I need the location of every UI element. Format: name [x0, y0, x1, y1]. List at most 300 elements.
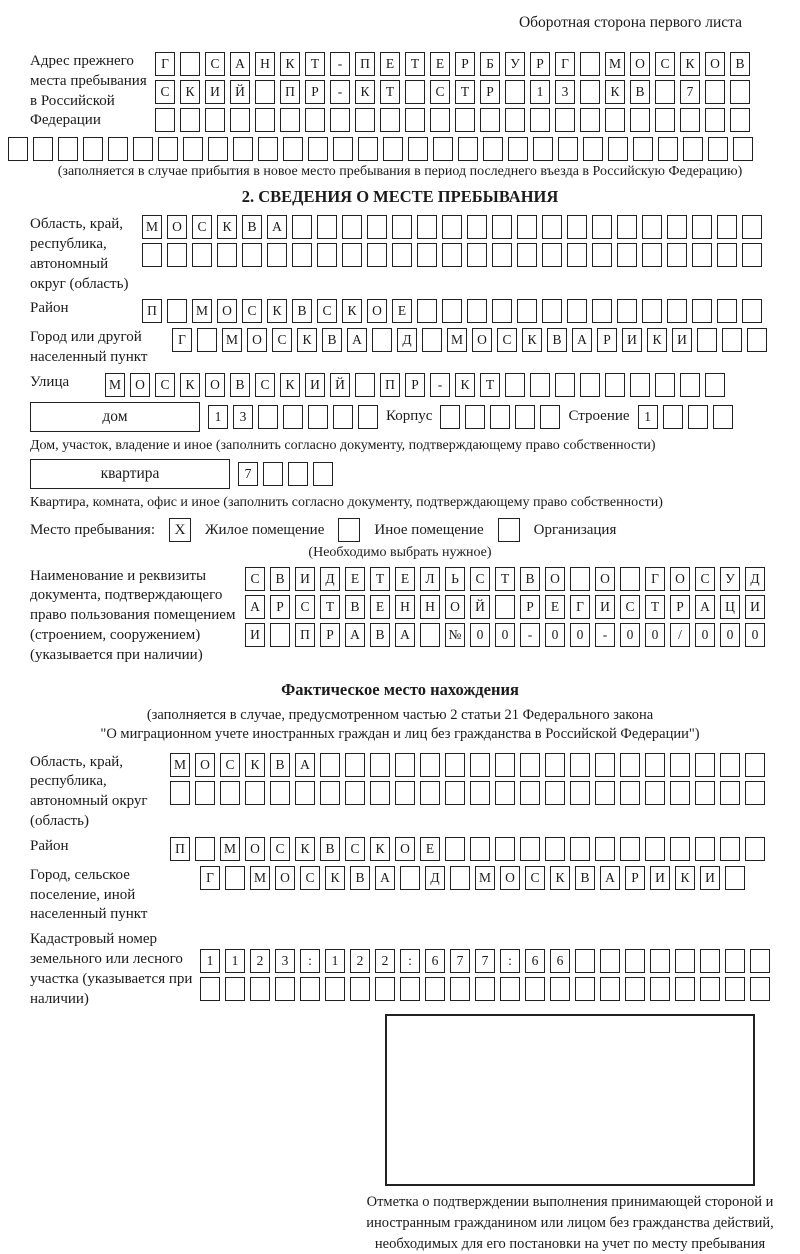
char-cell [375, 977, 395, 1001]
char-cell: - [595, 623, 615, 647]
char-cell [242, 243, 262, 267]
char-cell [580, 52, 600, 76]
char-cell [295, 781, 315, 805]
confirmation-stamp-box [385, 1014, 755, 1186]
char-cell [467, 243, 487, 267]
char-cell: В [292, 299, 312, 323]
char-cell: - [330, 80, 350, 104]
char-cell: С [525, 866, 545, 890]
char-cell [400, 977, 420, 1001]
char-cell [515, 405, 535, 429]
char-cell: Т [305, 52, 325, 76]
char-cell: О [705, 52, 725, 76]
char-cell [495, 837, 515, 861]
char-cell [492, 215, 512, 239]
char-cell: С [272, 328, 292, 352]
section2-title: 2. СВЕДЕНИЯ О МЕСТЕ ПРЕБЫВАНИЯ [241, 187, 559, 207]
char-row [170, 781, 765, 805]
char-cell [645, 837, 665, 861]
char-cell [500, 977, 520, 1001]
dom-row [30, 402, 770, 432]
char-cell [280, 108, 300, 132]
char-cell: Й [230, 80, 250, 104]
char-cell: - [520, 623, 540, 647]
char-cell [645, 781, 665, 805]
char-row [245, 623, 765, 647]
char-cell: 0 [695, 623, 715, 647]
char-cell [595, 753, 615, 777]
char-cell [422, 328, 442, 352]
char-cell [233, 137, 253, 161]
char-cell: Д [745, 567, 765, 591]
char-cell [580, 80, 600, 104]
char-cell [670, 753, 690, 777]
char-cell [305, 108, 325, 132]
char-cell: Е [395, 567, 415, 591]
org-label: Организация [533, 521, 617, 538]
char-cell: 0 [645, 623, 665, 647]
char-cell: 0 [570, 623, 590, 647]
char-cell [465, 405, 485, 429]
char-cell [508, 137, 528, 161]
char-cell: Й [330, 373, 350, 397]
stroenie-label: Строение [568, 408, 630, 425]
char-cell [722, 328, 742, 352]
char-row [200, 949, 770, 973]
char-row-full-width [8, 137, 770, 161]
char-cell: О [445, 595, 465, 619]
char-cell: К [675, 866, 695, 890]
char-cell [490, 405, 510, 429]
char-cell [570, 837, 590, 861]
char-cell [470, 753, 490, 777]
char-cell: У [505, 52, 525, 76]
char-cell: А [345, 623, 365, 647]
char-cell: О [595, 567, 615, 591]
char-cell: 1 [208, 405, 228, 429]
char-cell [195, 837, 215, 861]
char-cell: 0 [720, 623, 740, 647]
char-cell [342, 243, 362, 267]
char-cell [370, 753, 390, 777]
char-cell [720, 781, 740, 805]
char-cell: Т [370, 567, 390, 591]
char-cell: О [630, 52, 650, 76]
char-cell [620, 753, 640, 777]
char-cell: В [345, 595, 365, 619]
char-cell [567, 243, 587, 267]
char-cell: У [720, 567, 740, 591]
char-cell [345, 781, 365, 805]
char-cell: 1 [225, 949, 245, 973]
dom-caption: Дом, участок, владение и иное (заполнить согласно документу, подтверждающему право собственности) [30, 437, 656, 453]
char-cell: 0 [470, 623, 490, 647]
char-cell: И [295, 567, 315, 591]
char-cell [695, 781, 715, 805]
char-cell [133, 137, 153, 161]
char-cell: И [305, 373, 325, 397]
char-cell: С [270, 837, 290, 861]
char-cell: 0 [745, 623, 765, 647]
char-cell [220, 781, 240, 805]
char-cell [142, 243, 162, 267]
char-cell: Т [405, 52, 425, 76]
char-cell: Р [270, 595, 290, 619]
char-cell: К [295, 837, 315, 861]
char-cell [442, 215, 462, 239]
char-cell [333, 137, 353, 161]
char-cell [197, 328, 217, 352]
char-cell: П [295, 623, 315, 647]
char-cell: 6 [550, 949, 570, 973]
char-cell: О [245, 837, 265, 861]
char-cell: М [605, 52, 625, 76]
char-cell [255, 108, 275, 132]
char-cell: М [142, 215, 162, 239]
char-cell: Е [430, 52, 450, 76]
char-cell [725, 977, 745, 1001]
char-cell [108, 137, 128, 161]
char-cell: А [600, 866, 620, 890]
char-cell [595, 781, 615, 805]
char-cell: И [622, 328, 642, 352]
char-cell: П [380, 373, 400, 397]
char-cell [405, 80, 425, 104]
char-cell [283, 405, 303, 429]
char-cell: С [345, 837, 365, 861]
char-cell [275, 977, 295, 1001]
char-cell: 1 [638, 405, 658, 429]
char-cell [350, 977, 370, 1001]
char-cell: Г [555, 52, 575, 76]
char-cell: С [220, 753, 240, 777]
char-cell [595, 837, 615, 861]
char-cell [495, 753, 515, 777]
char-cell [695, 837, 715, 861]
char-cell [540, 405, 560, 429]
char-cell: С [620, 595, 640, 619]
char-cell: К [680, 52, 700, 76]
char-cell: О [205, 373, 225, 397]
char-cell: К [325, 866, 345, 890]
char-cell [430, 108, 450, 132]
char-cell: 2 [250, 949, 270, 973]
char-cell [358, 405, 378, 429]
char-cell [625, 949, 645, 973]
char-cell [433, 137, 453, 161]
char-cell: О [395, 837, 415, 861]
char-cell: О [367, 299, 387, 323]
char-cell: Е [370, 595, 390, 619]
char-cell: Л [420, 567, 440, 591]
char-cell [730, 80, 750, 104]
char-cell [480, 108, 500, 132]
char-cell: 1 [200, 949, 220, 973]
char-cell [392, 243, 412, 267]
char-cell [450, 866, 470, 890]
char-cell [320, 753, 340, 777]
char-cell [245, 781, 265, 805]
char-cell [683, 137, 703, 161]
char-cell: С [255, 373, 275, 397]
char-cell: О [130, 373, 150, 397]
char-cell [255, 80, 275, 104]
zhiloe-checkbox: Х [169, 518, 191, 542]
char-cell: 2 [350, 949, 370, 973]
char-cell: А [245, 595, 265, 619]
char-cell [642, 243, 662, 267]
factual-gorod-field [30, 866, 770, 925]
char-cell: В [270, 567, 290, 591]
char-cell: О [275, 866, 295, 890]
char-cell [592, 243, 612, 267]
char-cell [620, 781, 640, 805]
char-cell: Р [480, 80, 500, 104]
char-cell [742, 243, 762, 267]
char-cell: П [170, 837, 190, 861]
char-cell [400, 866, 420, 890]
char-cell [200, 977, 220, 1001]
char-cell [420, 623, 440, 647]
char-cell: С [655, 52, 675, 76]
prev-address-label: Адрес прежнего места пребывания в Российской Федерации [30, 53, 147, 129]
char-cell [283, 137, 303, 161]
char-cell: А [395, 623, 415, 647]
char-cell: К [267, 299, 287, 323]
char-cell [692, 215, 712, 239]
char-cell [167, 243, 187, 267]
char-cell: М [170, 753, 190, 777]
char-cell [620, 837, 640, 861]
char-cell [292, 243, 312, 267]
char-cell: Г [645, 567, 665, 591]
inoe-label: Иное помещение [374, 521, 484, 538]
char-cell [225, 977, 245, 1001]
char-cell [33, 137, 53, 161]
char-cell: 6 [425, 949, 445, 973]
char-cell [747, 328, 767, 352]
char-cell [745, 837, 765, 861]
char-cell [708, 137, 728, 161]
prev-address-note: (заполняется в случае прибытия в новое место пребывания в период последнего въезда в Российскую Федерацию) [57, 164, 743, 179]
char-cell [517, 243, 537, 267]
char-cell: С [317, 299, 337, 323]
char-cell [545, 781, 565, 805]
char-cell [692, 299, 712, 323]
char-cell: О [670, 567, 690, 591]
char-cell: Г [155, 52, 175, 76]
char-cell [505, 80, 525, 104]
char-cell: К [355, 80, 375, 104]
char-cell [725, 949, 745, 973]
factual-title: Фактическое место нахождения [281, 679, 519, 699]
char-cell [667, 243, 687, 267]
char-cell: М [220, 837, 240, 861]
kadastr-field [30, 930, 770, 1009]
char-cell [330, 108, 350, 132]
char-cell [458, 137, 478, 161]
char-cell [655, 108, 675, 132]
raion-field [30, 299, 770, 323]
char-cell: Д [425, 866, 445, 890]
kvartira-box-label: квартира [30, 459, 230, 489]
char-cell: М [222, 328, 242, 352]
char-row [155, 108, 750, 132]
char-cell [705, 80, 725, 104]
char-cell [395, 753, 415, 777]
char-cell: Р [625, 866, 645, 890]
char-cell: К [605, 80, 625, 104]
char-cell [470, 781, 490, 805]
char-cell: С [242, 299, 262, 323]
char-cell [695, 753, 715, 777]
char-cell [440, 405, 460, 429]
char-cell: П [355, 52, 375, 76]
char-cell: П [280, 80, 300, 104]
char-cell: И [672, 328, 692, 352]
char-cell: М [250, 866, 270, 890]
char-cell [567, 215, 587, 239]
mesto-prebyvaniya-row [30, 518, 770, 542]
char-cell [580, 373, 600, 397]
char-cell [542, 215, 562, 239]
char-cell [230, 108, 250, 132]
char-cell: Т [455, 80, 475, 104]
char-cell: Р [305, 80, 325, 104]
char-cell: Р [597, 328, 617, 352]
char-cell: Н [255, 52, 275, 76]
char-cell [745, 781, 765, 805]
kadastr-label: Кадастровый номер земельного или лесного участка (указывается при наличии) [30, 931, 193, 1007]
char-cell [655, 80, 675, 104]
char-cell: И [245, 623, 265, 647]
char-cell [600, 977, 620, 1001]
char-cell: К [280, 52, 300, 76]
char-cell: В [230, 373, 250, 397]
char-row [155, 52, 750, 76]
factual-oblast-field [30, 753, 770, 832]
mesto-label: Место пребывания: [30, 521, 155, 538]
char-cell: К [180, 373, 200, 397]
char-cell: Д [320, 567, 340, 591]
char-cell: К [370, 837, 390, 861]
inoe-checkbox [338, 518, 360, 542]
char-cell: И [700, 866, 720, 890]
char-cell [358, 137, 378, 161]
char-cell [442, 299, 462, 323]
char-cell [8, 137, 28, 161]
char-cell [533, 137, 553, 161]
char-cell: 6 [525, 949, 545, 973]
char-cell [258, 405, 278, 429]
char-cell: А [267, 215, 287, 239]
factual-gorod-label: Город, сельское поселение, иной населенный пункт [30, 866, 148, 923]
char-cell: С [155, 80, 175, 104]
char-cell [345, 753, 365, 777]
char-cell [270, 781, 290, 805]
document-label: Наименование и реквизиты документа, подтверждающего право пользования помещением (строением, сооружением) (указывается при наличии) [30, 567, 236, 663]
char-cell: В [730, 52, 750, 76]
char-cell [705, 108, 725, 132]
char-cell: Т [380, 80, 400, 104]
char-cell [700, 977, 720, 1001]
char-cell: М [475, 866, 495, 890]
char-row [142, 299, 762, 323]
char-cell [250, 977, 270, 1001]
char-cell [208, 137, 228, 161]
char-cell: 3 [233, 405, 253, 429]
char-cell [517, 215, 537, 239]
char-cell [167, 299, 187, 323]
char-cell [417, 243, 437, 267]
char-cell [730, 108, 750, 132]
char-cell [558, 137, 578, 161]
char-cell [367, 215, 387, 239]
char-cell: С [192, 215, 212, 239]
char-cell [225, 866, 245, 890]
char-cell: К [297, 328, 317, 352]
char-cell: В [350, 866, 370, 890]
char-cell [417, 215, 437, 239]
char-cell: : [400, 949, 420, 973]
char-cell [550, 977, 570, 1001]
char-row [170, 837, 765, 861]
char-cell: М [105, 373, 125, 397]
char-cell [420, 753, 440, 777]
char-cell: Е [545, 595, 565, 619]
char-cell: О [545, 567, 565, 591]
factual-note-line2: "О миграционном учете иностранных граждан и лиц без гражданства в Российской Федерации") [100, 726, 700, 743]
char-cell: № [445, 623, 465, 647]
prev-address-field [30, 52, 770, 132]
char-cell: 0 [495, 623, 515, 647]
char-cell [692, 243, 712, 267]
char-cell: И [595, 595, 615, 619]
char-cell: 3 [555, 80, 575, 104]
char-cell: О [500, 866, 520, 890]
char-cell [320, 781, 340, 805]
char-row [142, 243, 762, 267]
korpus-cells [440, 405, 560, 429]
kvartira-caption: Квартира, комната, офис и иное (заполнить согласно документу, подтверждающему право собственности) [30, 495, 663, 511]
char-cell: Г [570, 595, 590, 619]
char-cell: О [217, 299, 237, 323]
char-cell: В [520, 567, 540, 591]
char-cell [158, 137, 178, 161]
char-cell: В [547, 328, 567, 352]
char-cell [205, 108, 225, 132]
char-cell: Т [480, 373, 500, 397]
char-cell [395, 781, 415, 805]
char-cell [567, 299, 587, 323]
char-cell: С [155, 373, 175, 397]
char-row [200, 977, 770, 1001]
char-cell [267, 243, 287, 267]
char-cell: Р [520, 595, 540, 619]
char-cell [713, 405, 733, 429]
char-cell [475, 977, 495, 1001]
char-cell [642, 299, 662, 323]
char-cell [750, 949, 770, 973]
char-cell: В [242, 215, 262, 239]
factual-oblast-label: Область, край, республика, автономный округ (область) [30, 753, 148, 830]
factual-raion-field [30, 837, 770, 861]
char-cell: 7 [475, 949, 495, 973]
char-cell: - [330, 52, 350, 76]
char-cell [520, 753, 540, 777]
char-cell: Б [480, 52, 500, 76]
char-cell [450, 977, 470, 1001]
